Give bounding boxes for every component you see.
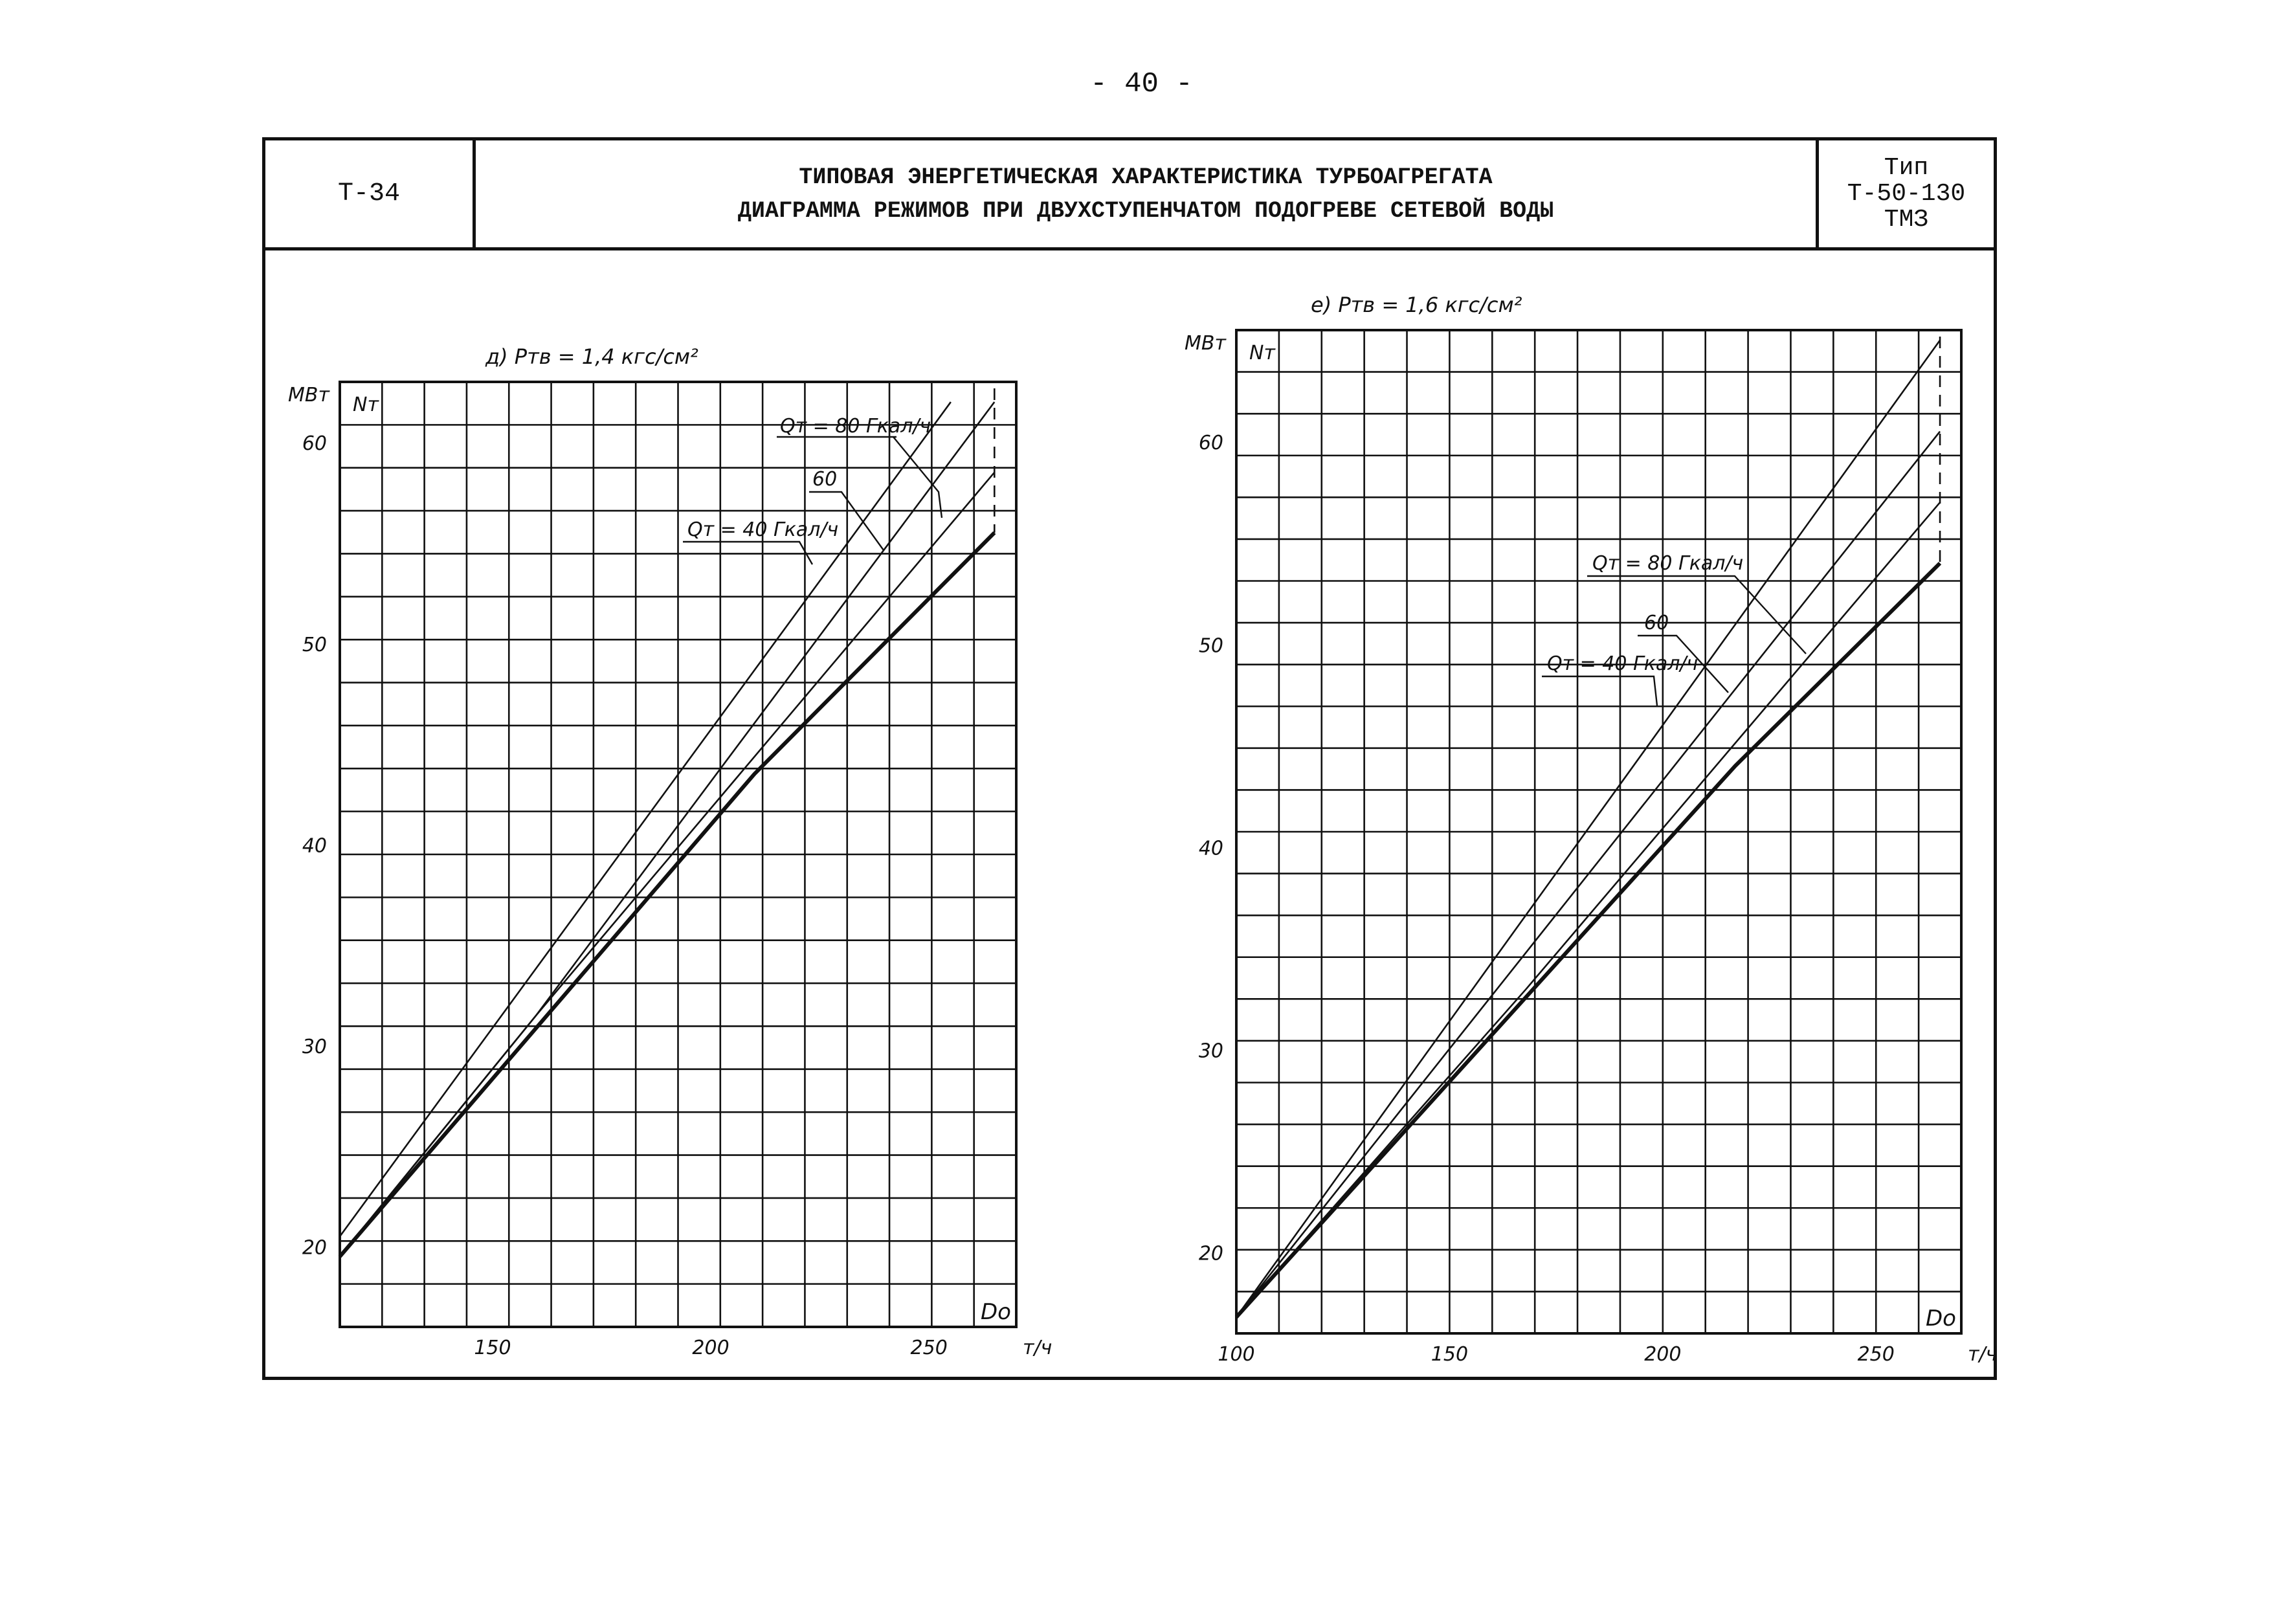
x-axis-label: Do <box>1926 1306 1956 1331</box>
chart-e <box>1185 293 1997 1366</box>
chart-d <box>288 344 1052 1359</box>
series-line <box>1236 340 1940 1317</box>
y-tick-label: 50 <box>302 633 327 656</box>
series-line <box>1236 502 1940 1317</box>
y-tick-label: 20 <box>302 1236 327 1260</box>
x-tick-label: 200 <box>1644 1343 1682 1366</box>
chart-title: е) Pтв = 1,6 кгс/см² <box>1311 293 1522 317</box>
y-tick-label: 40 <box>302 834 327 858</box>
x-tick-label: 150 <box>474 1337 511 1359</box>
curve-label-q40: Qт = 40 Гкал/ч <box>1547 652 1698 675</box>
y-axis-label: Nт <box>353 394 379 416</box>
sheet-title-line-1: ТИПОВАЯ ЭНЕРГЕТИЧЕСКАЯ ХАРАКТЕРИСТИКА ТУРБОАГРЕГАТА <box>799 164 1493 190</box>
series-line <box>340 402 951 1236</box>
turbine-type-label: Тип <box>1884 153 1929 182</box>
x-tick-label: 250 <box>910 1337 948 1359</box>
curve-label-q60: 60 <box>1644 612 1669 634</box>
x-axis-label: Do <box>981 1299 1011 1325</box>
x-tick-label: 200 <box>692 1337 729 1359</box>
y-tick-label: 20 <box>1198 1242 1223 1265</box>
grid <box>1236 330 1961 1333</box>
turbine-type-model: Т-50-130 <box>1847 179 1966 208</box>
page-number: - 40 - <box>1090 68 1193 100</box>
curve-label-q80: Qт = 80 Гкал/ч <box>1592 552 1744 575</box>
x-unit-label: т/ч <box>1023 1337 1052 1359</box>
curve-label-q40: Qт = 40 Гкал/ч <box>687 518 839 541</box>
y-unit-label: МВт <box>288 384 329 406</box>
y-unit-label: МВт <box>1185 332 1226 355</box>
curve-labels <box>1542 552 1806 706</box>
series-line <box>340 402 994 1256</box>
y-tick-label: 30 <box>1198 1040 1223 1063</box>
y-tick-label: 60 <box>1198 432 1223 455</box>
x-unit-label: т/ч <box>1968 1343 1998 1366</box>
label-leader <box>1542 676 1657 706</box>
y-axis-label: Nт <box>1249 342 1275 364</box>
y-tick-label: 50 <box>1198 634 1223 658</box>
x-tick-label: 250 <box>1857 1343 1895 1366</box>
sheet-code: Т-34 <box>265 140 476 247</box>
curve-label-q80: Qт = 80 Гкал/ч <box>780 415 931 438</box>
chart-title: д) Pтв = 1,4 кгс/см² <box>485 344 698 369</box>
grid <box>340 382 1016 1327</box>
series-line <box>340 533 994 1256</box>
y-tick-label: 60 <box>302 432 327 456</box>
turbine-type-maker: ТМЗ <box>1884 205 1929 234</box>
y-tick-label: 40 <box>1198 837 1223 860</box>
x-tick-label: 100 <box>1218 1343 1255 1366</box>
x-tick-label: 150 <box>1431 1343 1469 1366</box>
y-tick-label: 30 <box>302 1036 327 1059</box>
curve-labels <box>683 415 942 564</box>
curve-label-q60: 60 <box>812 468 838 491</box>
sheet-title-line-2: ДИАГРАММА РЕЖИМОВ ПРИ ДВУХСТУПЕНЧАТОМ ПОДОГРЕВЕ СЕТЕВОЙ ВОДЫ <box>737 197 1554 224</box>
series-line <box>340 473 994 1256</box>
